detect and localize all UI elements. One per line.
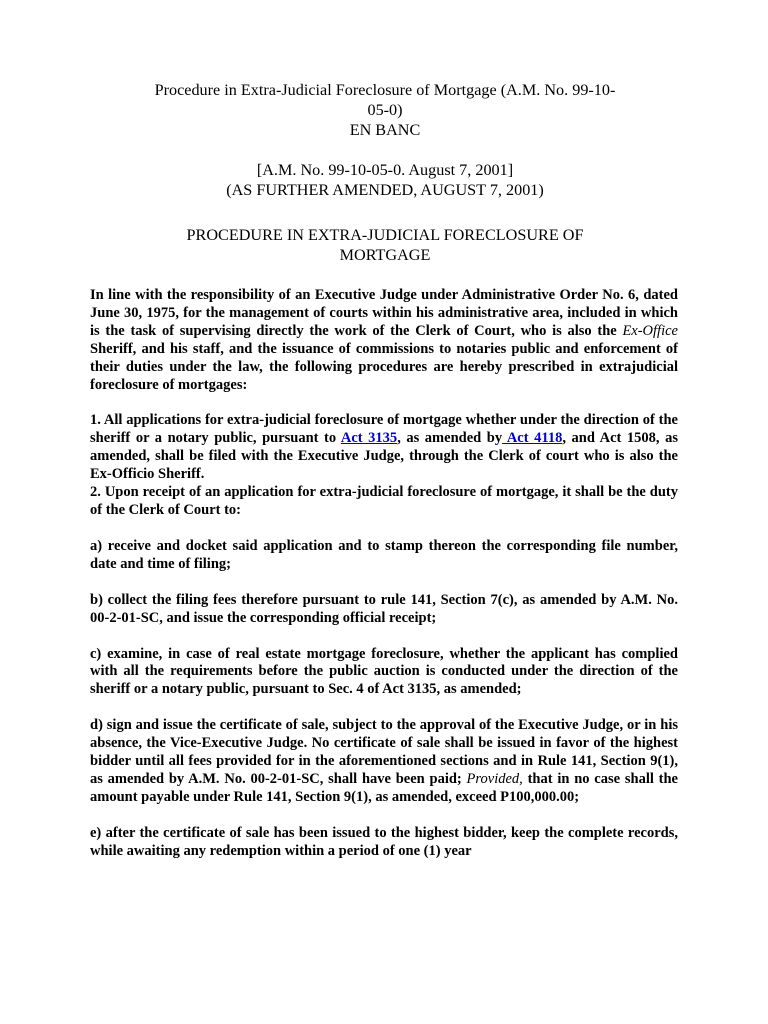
act-3135-link[interactable]: Act 3135 — [340, 430, 398, 447]
procedure-heading — [90, 225, 680, 265]
item-b: b) collect the filing fees therefore pursuant to rule 141, Section 7(c), as amended by A.M. No. 00-2-01-SC, and issue the corresponding official receipt; — [90, 591, 678, 626]
document-title-line2: 05-0) — [367, 101, 403, 119]
item-e-text-b: one (1) year — [398, 842, 472, 859]
intro-ex-office: Ex-Office — [622, 322, 678, 339]
paragraph-1 — [90, 412, 678, 484]
heading-line2: MORTGAGE — [339, 246, 431, 264]
p1-text-b: , as amended by — [397, 430, 503, 447]
p1-text-c: , and Act 1508, as amended, shall be filed with the Executive Judge, through the Clerk of court who is also the Ex-Officio Sheriff. — [90, 430, 678, 483]
document-body — [90, 287, 678, 861]
intro-text-b: Sheriff, and his staff, and the issuance of commissions to notaries public and enforcement of their duties under the law, the following procedures are hereby prescribed in extrajudicial foreclosure of mortgages: — [90, 340, 678, 393]
title-block — [90, 80, 680, 200]
item-d-text-a: d) sign and issue the certificate of sale, subject to the approval of the Executive Judge, or in his absence, the Vice-Executive Judge. No certificate of sale shall be issued in favor of the highest bidder until all fees provided for in the aforementioned sections and in Rule 141, Section 9(1), as amended by A.M. No. 00-2-01-SC, shall have been paid; — [90, 717, 678, 787]
item-d-text-b: that in no case shall the amount payable under Rule 141, Section 9(1), as amended, exceed P100,000.00; — [90, 770, 678, 805]
item-c: c) examine, in case of real estate mortgage foreclosure, whether the applicant has complied with all the requirements before the public auction is conducted under the direction of the sheriff or a notary public, pursuant to Sec. 4 of Act 3135, as amended; — [90, 645, 678, 698]
intro-text-a: In line with the responsibility of an Executive Judge under Administrative Order No. 6, dated June 30, 1975, for the management of courts within his administrative area, included in which is the task of supervising directly the work of the Clerk of Court, who is also the — [90, 287, 678, 339]
amendment-note: (AS FURTHER AMENDED, AUGUST 7, 2001) — [226, 181, 544, 199]
item-d — [90, 717, 678, 807]
document-title-line1: Procedure in Extra-Judicial Foreclosure of Mortgage (A.M. No. 99-10- — [154, 81, 616, 99]
item-e-text-a: e) after the certificate of sale has been issued to the highest bidder, keep the complete records, while awaiting any redemption within a period of — [90, 824, 678, 859]
case-reference: [A.M. No. 99-10-05-0. August 7, 2001] — [256, 161, 514, 179]
heading-line1: PROCEDURE IN EXTRA-JUDICIAL FORECLOSURE OF — [186, 226, 584, 244]
paragraph-2: 2. Upon receipt of an application for extra-judicial foreclosure of mortgage, it shall be the duty of the Clerk of Court to: — [90, 484, 678, 518]
act-4118-link[interactable]: Act 4118 — [502, 430, 563, 447]
item-e — [90, 825, 678, 861]
item-d-provided: Provided, — [466, 770, 523, 787]
p1-text-a: 1. All applications for extra-judicial foreclosure of mortgage whether under the direction of the sheriff or a notary public, pursuant to — [90, 412, 678, 447]
item-a: a) receive and docket said application and to stamp thereon the corresponding file number, date and time of filing; — [90, 537, 678, 572]
court-division: EN BANC — [349, 121, 421, 139]
intro-paragraph — [90, 287, 678, 394]
